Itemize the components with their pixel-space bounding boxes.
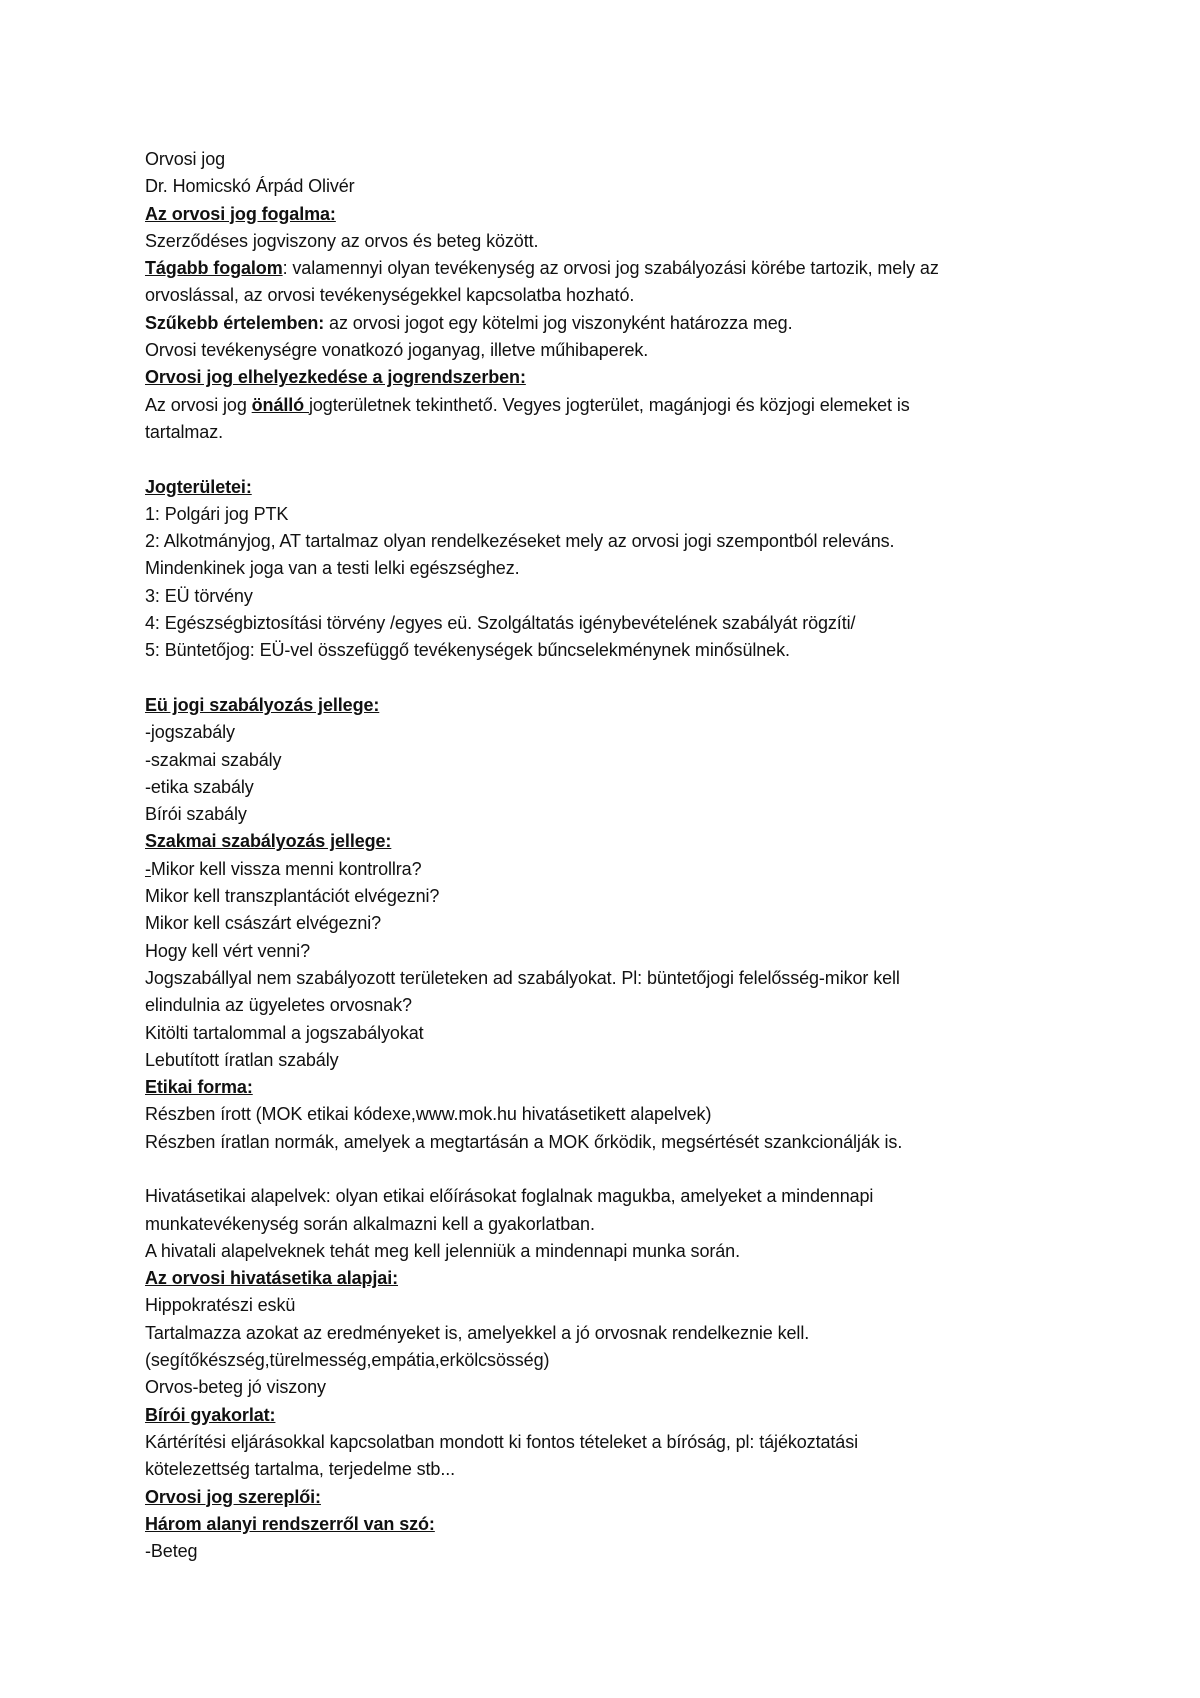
section-heading-definition: Az orvosi jog fogalma: (145, 203, 336, 224)
text-line: Részben írott (MOK etikai kódexe,www.mok.hu hivatásetikett alapelvek) (145, 1104, 712, 1125)
text-line: Részben íratlan normák, amelyek a megtartásán a MOK őrködik, megsértését szankcionálják is. (145, 1131, 903, 1152)
text-line: kötelezettség tartalma, terjedelme stb... (145, 1459, 456, 1480)
term-narrower: Szűkebb értelemben: (145, 312, 325, 333)
section-heading-fields: Jogterületei: (145, 476, 252, 497)
list-item: 5: Büntetőjog: EÜ-vel összefüggő tevékenységek bűncselekménynek minősülnek. (145, 640, 790, 661)
list-item: -Beteg (145, 1541, 198, 1562)
text-fragment: Mikor kell vissza menni kontrollra? (150, 858, 422, 879)
section-heading-actors: Orvosi jog szereplői: (145, 1486, 321, 1507)
text-line: A hivatali alapelveknek tehát meg kell jelenniük a mindennapi munka során. (145, 1240, 740, 1261)
text-line: elindulnia az ügyeletes orvosnak? (145, 995, 412, 1016)
text-fragment: Az orvosi jog (145, 394, 252, 415)
list-item: 3: EÜ törvény (145, 585, 253, 606)
list-item: -etika szabály (145, 776, 254, 797)
text-line (145, 255, 1045, 282)
text-fragment: jogterületnek tekinthető. Vegyes jogterület, magánjogi és közjogi elemeket is (308, 394, 910, 415)
text-line: Orvosi tevékenységre vonatkozó joganyag, illetve műhibaperek. (145, 340, 649, 361)
text-line: Kitölti tartalommal a jogszabályokat (145, 1022, 424, 1043)
section-heading-regulation-type: Eü jogi szabályozás jellege: (145, 694, 380, 715)
section-heading-ethics-form: Etikai forma: (145, 1077, 253, 1098)
text-line: tartalmaz. (145, 421, 224, 442)
list-item: Bírói szabály (145, 804, 247, 825)
text-line (145, 310, 1045, 337)
text-line: Hippokratészi eskü (145, 1295, 296, 1316)
text-line: Jogszabállyal nem szabályozott területeken ad szabályokat. Pl: büntetőjogi felelősség-mikor kell (145, 967, 900, 988)
text-line: Kártérítési eljárásokkal kapcsolatban mondott ki fontos tételeket a bíróság, pl: tájékoztatási (145, 1431, 858, 1452)
text-line: Orvos-beteg jó viszony (145, 1377, 326, 1398)
text-line: Mikor kell császárt elvégezni? (145, 913, 382, 934)
list-item: -jogszabály (145, 722, 235, 743)
text-fragment: az orvosi jogot egy kötelmi jog viszonyként határozza meg. (324, 312, 793, 333)
section-heading-ethics-basics: Az orvosi hivatásetika alapjai: (145, 1268, 399, 1289)
list-item: 4: Egészségbiztosítási törvény /egyes eü. Szolgáltatás igénybevételének szabályát rögzíti/ (145, 613, 856, 634)
text-line: munkatevékenység során alkalmazni kell a gyakorlatban. (145, 1213, 595, 1234)
blank-line (145, 1156, 1045, 1183)
term-broader: Tágabb fogalom (145, 258, 283, 279)
text-line: (segítőkészség,türelmesség,empátia,erkölcsösség) (145, 1350, 550, 1371)
text-line: Szerződéses jogviszony az orvos és beteg között. (145, 230, 539, 251)
blank-line (145, 665, 1045, 692)
author-name: Dr. Homicskó Árpád Olivér (145, 176, 355, 197)
text-line: orvoslással, az orvosi tevékenységekkel kapcsolatba hozható. (145, 285, 635, 306)
list-item: 1: Polgári jog PTK (145, 503, 289, 524)
section-heading-three-party-system: Három alanyi rendszerről van szó: (145, 1513, 435, 1534)
document-body (145, 146, 1045, 1565)
blank-line (145, 446, 1045, 473)
text-line (145, 392, 1045, 419)
section-heading-professional-regulation: Szakmai szabályozás jellege: (145, 831, 392, 852)
term-independent: önálló (251, 394, 309, 415)
text-line: Hivatásetikai alapelvek: olyan etikai előírásokat foglalnak magukba, amelyeket a mindennapi (145, 1186, 874, 1207)
text-line: Hogy kell vért venni? (145, 940, 310, 961)
section-heading-judicial-practice: Bírói gyakorlat: (145, 1404, 276, 1425)
text-line: Lebutított íratlan szabály (145, 1049, 339, 1070)
list-item: -szakmai szabály (145, 749, 282, 770)
section-heading-placement: Orvosi jog elhelyezkedése a jogrendszerben: (145, 367, 526, 388)
text-line: Mindenkinek joga van a testi lelki egészséghez. (145, 558, 520, 579)
list-item: 2: Alkotmányjog, AT tartalmaz olyan rendelkezéseket mely az orvosi jogi szempontból releváns. (145, 531, 895, 552)
document-title: Orvosi jog (145, 149, 226, 169)
text-line: Mikor kell transzplantációt elvégezni? (145, 886, 440, 907)
text-fragment: : valamennyi olyan tevékenység az orvosi jog szabályozási körébe tartozik, mely az (282, 258, 939, 279)
text-line (145, 856, 1045, 883)
text-line: Tartalmazza azokat az eredményeket is, amelyekkel a jó orvosnak rendelkeznie kell. (145, 1322, 810, 1343)
dash-marker: - (145, 858, 151, 879)
